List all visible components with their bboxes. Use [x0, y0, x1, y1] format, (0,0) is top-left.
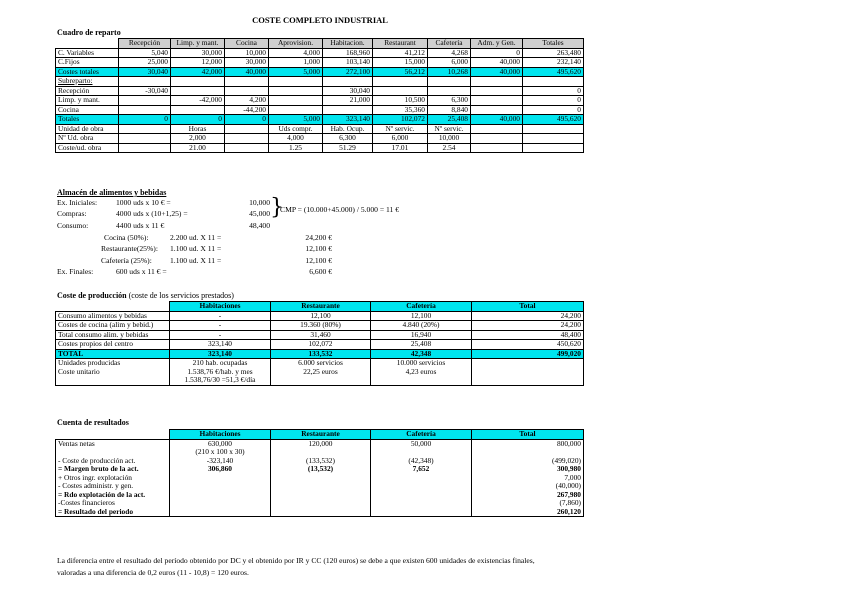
table-cell: - [170, 330, 271, 340]
table-cell: (13,532) [271, 465, 371, 474]
table-cell: 272,100 [323, 67, 373, 77]
cuadro-header-row [56, 39, 584, 49]
cafeteria-value: 12,100 € [305, 256, 332, 265]
cuadro-heading: Cuadro de reparto [57, 28, 121, 37]
compras-label: Compras: [57, 209, 87, 218]
cocina-label: Cocina (50%): [104, 233, 149, 242]
restaurante-calc: 1.100 ud. X 11 = [170, 244, 222, 253]
table-cell [471, 105, 523, 115]
row-label: - Coste de producción act. [56, 457, 170, 466]
table-cell: 40,000 [471, 58, 523, 68]
table-row [56, 67, 584, 77]
table-cell: 1,000 [269, 58, 323, 68]
row-label: C.Fijos [56, 58, 119, 68]
table-cell: -30,040 [119, 86, 171, 96]
table-cell: 323,140 [170, 340, 271, 350]
table-cell [373, 86, 428, 96]
produccion-table [55, 301, 584, 386]
column-header: Restaurante [271, 430, 371, 440]
table-cell: 4,000 [269, 134, 323, 144]
table-cell: 800,000 [472, 439, 584, 448]
table-cell [269, 77, 323, 87]
table-cell: 306,860 [170, 465, 271, 474]
table-cell [471, 77, 523, 87]
table-row [56, 58, 584, 68]
table-cell: 48,400 [472, 330, 584, 340]
table-cell [323, 77, 373, 87]
table-cell: (7,860) [472, 499, 584, 508]
row-label [56, 448, 170, 457]
row-label: Costes totales [56, 67, 119, 77]
table-cell [371, 491, 472, 500]
table-cell: 6,300 [428, 96, 471, 106]
compras-calc: 4000 uds x (10+1,25) = [116, 209, 188, 218]
row-label: Unidades producidas [56, 359, 170, 368]
table-cell [170, 482, 271, 491]
table-cell: 0 [523, 86, 584, 96]
table-cell [170, 499, 271, 508]
table-cell [271, 448, 371, 457]
restaurante-label: Restaurante(25%): [101, 244, 158, 253]
table-cell: 7,000 [472, 474, 584, 483]
ex-fin-calc: 600 uds x 11 € = [116, 267, 167, 276]
row-label: = Margen bruto de la act. [56, 465, 170, 474]
table-cell [472, 448, 584, 457]
table-cell: 10,000 [225, 48, 269, 58]
table-cell [371, 474, 472, 483]
table-cell: 30,040 [323, 86, 373, 96]
table-row [56, 439, 584, 448]
table-cell [225, 86, 269, 96]
table-cell [271, 508, 371, 517]
row-label: Total consumo alim. y bebidas [56, 330, 170, 340]
produccion-subheading: (coste de los servicios prestados) [128, 291, 234, 300]
row-label: Coste/ud. obra [56, 143, 119, 153]
table-cell [119, 105, 171, 115]
table-cell: 0 [119, 115, 171, 125]
table-cell [271, 482, 371, 491]
table-cell: 10,000 [428, 134, 471, 144]
table-cell: 2.54 [428, 143, 471, 153]
ex-fin-label: Ex. Finales: [57, 267, 94, 276]
row-label: Ventas netas [56, 439, 170, 448]
table-row [56, 376, 584, 385]
row-label: Consumo alimentos y bebidas [56, 311, 170, 321]
table-cell: (499,020) [472, 457, 584, 466]
table-row [56, 482, 584, 491]
table-cell [171, 105, 225, 115]
table-cell: (210 x 100 x 30) [170, 448, 271, 457]
table-row [56, 499, 584, 508]
table-cell [271, 491, 371, 500]
resultados-header-row [56, 430, 584, 440]
table-cell: (42,348) [371, 457, 472, 466]
column-header: Cafetería [428, 39, 471, 49]
table-cell: 21,000 [323, 96, 373, 106]
table-cell: 15,000 [373, 58, 428, 68]
row-label: Costes de cocina (alim y bebid.) [56, 321, 170, 331]
table-cell [119, 143, 171, 153]
table-cell: 0 [225, 115, 269, 125]
ex-ini-value: 10,000 [249, 198, 270, 207]
resultados-table [55, 429, 584, 517]
column-header: Habitaciones [170, 430, 271, 440]
table-cell: 12,100 [371, 311, 472, 321]
row-label: Costes propios del centro [56, 340, 170, 350]
table-cell: 21.00 [171, 143, 225, 153]
table-cell [471, 134, 523, 144]
table-cell: 6,000 [373, 134, 428, 144]
table-cell [271, 376, 371, 385]
row-label: Limp. y mant. [56, 96, 119, 106]
table-cell: 450,620 [472, 340, 584, 350]
table-cell [269, 96, 323, 106]
table-cell: 42,348 [371, 349, 472, 359]
table-cell: 0 [471, 48, 523, 58]
cafeteria-label: Cafetería (25%): [101, 256, 152, 265]
column-header: Cafetería [371, 302, 472, 312]
table-cell: - [170, 321, 271, 331]
table-cell: 25,408 [428, 115, 471, 125]
table-cell [371, 499, 472, 508]
table-cell: 5,040 [119, 48, 171, 58]
table-cell: 1.538,76/30 =51,3 €/día [170, 376, 271, 385]
table-row [56, 457, 584, 466]
row-label: Nº Ud. obra [56, 134, 119, 144]
table-row [56, 321, 584, 331]
column-header: Cafetería [371, 430, 472, 440]
table-cell [523, 134, 584, 144]
table-cell: 40,000 [225, 67, 269, 77]
cuadro-table [55, 38, 584, 153]
table-cell: 4,000 [269, 48, 323, 58]
table-cell [471, 124, 523, 134]
table-cell: (133,532) [271, 457, 371, 466]
table-cell: 42,000 [171, 67, 225, 77]
table-cell: - [170, 311, 271, 321]
ex-ini-label: Ex. Iniciales: [57, 198, 98, 207]
table-cell: 10,268 [428, 67, 471, 77]
column-header: Recepción [119, 39, 171, 49]
table-cell: Uds compr. [269, 124, 323, 134]
row-label: C. Variables [56, 48, 119, 58]
table-cell: 103,140 [323, 58, 373, 68]
table-cell: -44,200 [225, 105, 269, 115]
cafeteria-calc: 1.100 ud. X 11 = [170, 256, 222, 265]
table-cell: 5,000 [269, 115, 323, 125]
table-row [56, 330, 584, 340]
table-cell: 630,000 [170, 439, 271, 448]
table-cell [171, 77, 225, 87]
table-row [56, 96, 584, 106]
table-cell: Nº servic. [428, 124, 471, 134]
table-cell: -323,140 [170, 457, 271, 466]
compras-value: 45,000 [249, 209, 270, 218]
resultados-heading: Cuenta de resultados [57, 418, 129, 427]
table-cell: 168,960 [323, 48, 373, 58]
table-row [56, 340, 584, 350]
table-cell: 30,040 [119, 67, 171, 77]
table-row [56, 134, 584, 144]
cmp-formula: CMP = (10.000+45.000) / 5.000 = 11 € [280, 205, 400, 214]
table-cell: 56,212 [373, 67, 428, 77]
table-cell: 323,140 [323, 115, 373, 125]
table-cell [471, 96, 523, 106]
table-cell: 40,000 [471, 115, 523, 125]
table-cell: 24,200 [472, 311, 584, 321]
column-header: Cocina [225, 39, 269, 49]
table-cell: 495,620 [523, 115, 584, 125]
table-cell: 30,000 [171, 48, 225, 58]
table-cell: 17.01 [373, 143, 428, 153]
table-cell [269, 86, 323, 96]
consumo-label: Consumo: [57, 221, 89, 230]
row-label: -Costes financieros [56, 499, 170, 508]
table-cell: 30,000 [225, 58, 269, 68]
table-cell: 1.25 [269, 143, 323, 153]
table-cell [371, 508, 472, 517]
row-label: + Otros ingr. explotación [56, 474, 170, 483]
table-row [56, 311, 584, 321]
table-cell: Horas [171, 124, 225, 134]
produccion-heading-wrap [57, 291, 234, 300]
table-cell: 5,000 [269, 67, 323, 77]
table-cell: 51.29 [323, 143, 373, 153]
table-row [56, 124, 584, 134]
row-label: = Resultado del periodo [56, 508, 170, 517]
table-cell: 499,020 [472, 349, 584, 359]
table-row [56, 359, 584, 368]
table-cell: 35,360 [373, 105, 428, 115]
row-label: Subreparto: [56, 77, 119, 87]
table-cell: 10.000 servicios [371, 359, 472, 368]
table-cell: 495,620 [523, 67, 584, 77]
table-row [56, 448, 584, 457]
table-cell [371, 376, 472, 385]
table-cell: 120,000 [271, 439, 371, 448]
table-row [56, 143, 584, 153]
table-row [56, 491, 584, 500]
table-cell [170, 474, 271, 483]
ex-ini-calc: 1000 uds x 10 € = [116, 198, 171, 207]
table-cell: 210 hab. ocupadas [170, 359, 271, 368]
table-cell: 323,140 [170, 349, 271, 359]
column-header [56, 39, 119, 49]
column-header [56, 302, 170, 312]
column-header: Restaurante [271, 302, 371, 312]
table-cell [323, 105, 373, 115]
table-cell: 19.360 (80%) [271, 321, 371, 331]
table-cell [472, 359, 584, 368]
table-row [56, 349, 584, 359]
table-cell: 6.000 servicios [271, 359, 371, 368]
column-header: Habitaciones [170, 302, 271, 312]
table-cell: 16,940 [371, 330, 472, 340]
row-label: - Costes administr. y gen. [56, 482, 170, 491]
table-cell: 232,140 [523, 58, 584, 68]
table-cell [225, 143, 269, 153]
table-cell: 7,652 [371, 465, 472, 474]
column-header: Total [472, 430, 584, 440]
column-header: Total [472, 302, 584, 312]
table-cell: -42,000 [171, 96, 225, 106]
row-label: = Rdo explotación de la act. [56, 491, 170, 500]
row-label: Coste unitario [56, 368, 170, 377]
table-cell [428, 86, 471, 96]
column-header: Habitacion. [323, 39, 373, 49]
column-header: Totales [523, 39, 584, 49]
table-cell [119, 96, 171, 106]
column-header: Adm. y Gen. [471, 39, 523, 49]
column-header [56, 430, 170, 440]
table-row [56, 508, 584, 517]
restaurante-value: 12,100 € [305, 244, 332, 253]
row-label: Recepción [56, 86, 119, 96]
table-cell: 2,000 [171, 134, 225, 144]
consumo-value: 48,400 [249, 221, 270, 230]
table-cell: 12,000 [171, 58, 225, 68]
table-cell [225, 134, 269, 144]
consumo-calc: 4400 uds x 11 € [116, 221, 165, 230]
table-cell: (40,000) [472, 482, 584, 491]
table-cell: 102,072 [373, 115, 428, 125]
table-row [56, 465, 584, 474]
table-cell [472, 376, 584, 385]
table-cell: 22,25 euros [271, 368, 371, 377]
row-label: TOTAL [56, 349, 170, 359]
table-cell: 300,980 [472, 465, 584, 474]
table-cell: 25,000 [119, 58, 171, 68]
table-cell: Hab. Ocup. [323, 124, 373, 134]
column-header: Limp. y mant. [171, 39, 225, 49]
cocina-value: 24,200 € [305, 233, 332, 242]
table-cell [119, 134, 171, 144]
ex-fin-value: 6,600 € [309, 267, 332, 276]
table-cell [171, 86, 225, 96]
table-cell: 25,408 [371, 340, 472, 350]
table-cell: 1.538,76 €/hab. y mes [170, 368, 271, 377]
table-row [56, 86, 584, 96]
table-row [56, 474, 584, 483]
table-cell [225, 77, 269, 87]
table-cell [170, 491, 271, 500]
table-row [56, 368, 584, 377]
page-title: COSTE COMPLETO INDUSTRIAL [252, 15, 388, 25]
table-cell [523, 124, 584, 134]
table-cell [373, 77, 428, 87]
table-cell: 50,000 [371, 439, 472, 448]
cocina-calc: 2.200 ud. X 11 = [170, 233, 222, 242]
table-row [56, 115, 584, 125]
table-cell: 0 [523, 96, 584, 106]
table-cell [471, 86, 523, 96]
table-cell [471, 143, 523, 153]
table-cell: 0 [171, 115, 225, 125]
table-cell: 267,980 [472, 491, 584, 500]
table-cell [428, 77, 471, 87]
table-cell [523, 143, 584, 153]
table-cell: 4.840 (20%) [371, 321, 472, 331]
table-cell [271, 474, 371, 483]
nota-line-1: La diferencia entre el resultado del período obtenido por DC y el obtenido por IR y CC (120 euros) se debe a que existen 600 unidades de existencias finales, [57, 556, 535, 565]
table-cell [371, 482, 472, 491]
almacen-heading: Almacén de alimentos y bebidas [57, 188, 167, 197]
table-row [56, 77, 584, 87]
table-cell: 12,100 [271, 311, 371, 321]
table-cell: 41,212 [373, 48, 428, 58]
table-cell: 6,000 [428, 58, 471, 68]
produccion-heading: Coste de producción [57, 291, 127, 300]
table-cell [225, 124, 269, 134]
table-row [56, 105, 584, 115]
row-label [56, 376, 170, 385]
table-cell [269, 105, 323, 115]
table-cell: 24,200 [472, 321, 584, 331]
column-header: Aprovision. [269, 39, 323, 49]
table-cell: 4,268 [428, 48, 471, 58]
table-cell: 6,300 [323, 134, 373, 144]
table-cell: 102,072 [271, 340, 371, 350]
table-row [56, 48, 584, 58]
table-cell: 8,840 [428, 105, 471, 115]
table-cell: 40,000 [471, 67, 523, 77]
table-cell [119, 124, 171, 134]
nota-line-2: valoradas a una diferencia de 0,2 euros (11 - 10,8) = 120 euros. [57, 568, 249, 577]
table-cell [472, 368, 584, 377]
table-cell [271, 499, 371, 508]
table-cell [523, 77, 584, 87]
column-header: Restaurant [373, 39, 428, 49]
table-cell: 10,500 [373, 96, 428, 106]
row-label: Totales [56, 115, 119, 125]
produccion-header-row [56, 302, 584, 312]
table-cell [119, 77, 171, 87]
table-cell: 260,120 [472, 508, 584, 517]
table-cell: 4,23 euros [371, 368, 472, 377]
table-cell: Nº servic. [373, 124, 428, 134]
row-label: Cocina [56, 105, 119, 115]
table-cell: 263,480 [523, 48, 584, 58]
table-cell [371, 448, 472, 457]
brace-mark: } [270, 195, 284, 220]
table-cell [170, 508, 271, 517]
table-cell: 133,532 [271, 349, 371, 359]
table-cell: 31,460 [271, 330, 371, 340]
table-cell: 4,200 [225, 96, 269, 106]
row-label: Unidad de obra [56, 124, 119, 134]
table-cell: 0 [523, 105, 584, 115]
